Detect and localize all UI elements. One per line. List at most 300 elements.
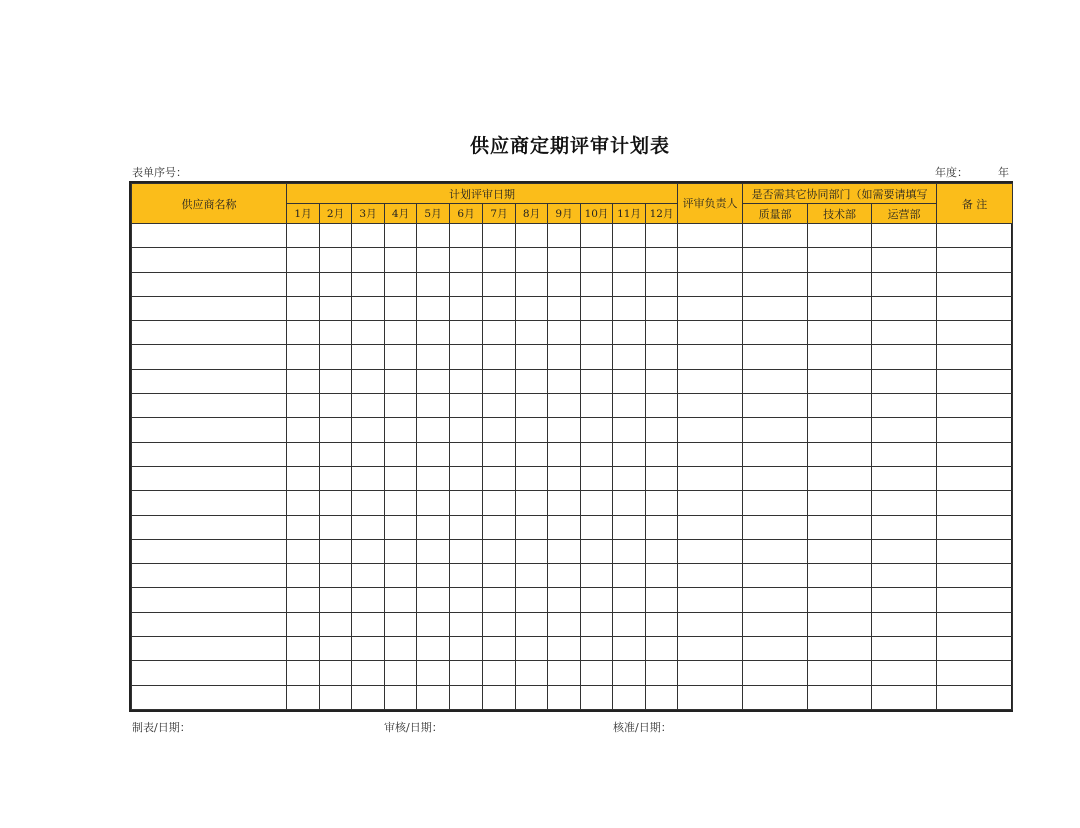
table-cell[interactable]	[352, 224, 385, 248]
table-cell[interactable]	[287, 321, 320, 345]
table-cell[interactable]	[743, 321, 808, 345]
table-cell[interactable]	[548, 272, 581, 296]
table-cell[interactable]	[678, 345, 743, 369]
table-cell[interactable]	[352, 515, 385, 539]
table-cell[interactable]	[937, 491, 1013, 515]
table-cell[interactable]	[937, 272, 1013, 296]
table-cell[interactable]	[646, 369, 678, 393]
table-cell[interactable]	[613, 321, 646, 345]
table-cell[interactable]	[132, 345, 287, 369]
table-cell[interactable]	[417, 466, 450, 490]
table-cell[interactable]	[483, 394, 516, 418]
table-cell[interactable]	[417, 442, 450, 466]
table-cell[interactable]	[516, 612, 548, 636]
table-cell[interactable]	[613, 564, 646, 588]
table-cell[interactable]	[937, 588, 1013, 612]
table-cell[interactable]	[872, 515, 937, 539]
table-cell[interactable]	[352, 491, 385, 515]
table-cell[interactable]	[417, 345, 450, 369]
table-cell[interactable]	[678, 564, 743, 588]
table-cell[interactable]	[483, 418, 516, 442]
table-cell[interactable]	[385, 588, 417, 612]
table-cell[interactable]	[287, 394, 320, 418]
table-cell[interactable]	[678, 394, 743, 418]
table-cell[interactable]	[678, 224, 743, 248]
table-cell[interactable]	[808, 564, 872, 588]
table-cell[interactable]	[872, 369, 937, 393]
table-cell[interactable]	[516, 515, 548, 539]
table-cell[interactable]	[937, 661, 1013, 685]
table-cell[interactable]	[808, 248, 872, 272]
table-cell[interactable]	[613, 588, 646, 612]
table-cell[interactable]	[646, 637, 678, 661]
table-cell[interactable]	[646, 491, 678, 515]
table-cell[interactable]	[743, 515, 808, 539]
table-cell[interactable]	[937, 345, 1013, 369]
table-cell[interactable]	[320, 612, 352, 636]
table-cell[interactable]	[132, 685, 287, 709]
table-cell[interactable]	[548, 296, 581, 320]
table-cell[interactable]	[417, 588, 450, 612]
table-cell[interactable]	[743, 539, 808, 563]
table-cell[interactable]	[613, 491, 646, 515]
table-cell[interactable]	[581, 491, 613, 515]
table-cell[interactable]	[516, 466, 548, 490]
table-cell[interactable]	[385, 539, 417, 563]
table-cell[interactable]	[743, 272, 808, 296]
table-cell[interactable]	[483, 248, 516, 272]
table-cell[interactable]	[352, 539, 385, 563]
table-cell[interactable]	[320, 248, 352, 272]
table-cell[interactable]	[646, 418, 678, 442]
table-cell[interactable]	[613, 515, 646, 539]
table-cell[interactable]	[872, 224, 937, 248]
table-cell[interactable]	[516, 491, 548, 515]
table-cell[interactable]	[417, 564, 450, 588]
table-cell[interactable]	[646, 661, 678, 685]
table-cell[interactable]	[743, 588, 808, 612]
table-cell[interactable]	[450, 248, 483, 272]
table-cell[interactable]	[581, 637, 613, 661]
table-cell[interactable]	[937, 564, 1013, 588]
table-cell[interactable]	[352, 272, 385, 296]
table-cell[interactable]	[548, 637, 581, 661]
table-cell[interactable]	[483, 442, 516, 466]
table-cell[interactable]	[937, 637, 1013, 661]
table-cell[interactable]	[132, 661, 287, 685]
table-cell[interactable]	[743, 345, 808, 369]
table-cell[interactable]	[808, 612, 872, 636]
table-cell[interactable]	[483, 612, 516, 636]
table-cell[interactable]	[450, 442, 483, 466]
table-cell[interactable]	[385, 612, 417, 636]
table-cell[interactable]	[937, 296, 1013, 320]
table-cell[interactable]	[548, 442, 581, 466]
table-cell[interactable]	[483, 321, 516, 345]
table-cell[interactable]	[385, 369, 417, 393]
table-cell[interactable]	[808, 491, 872, 515]
table-cell[interactable]	[937, 248, 1013, 272]
table-cell[interactable]	[417, 321, 450, 345]
table-cell[interactable]	[678, 418, 743, 442]
table-cell[interactable]	[385, 248, 417, 272]
table-cell[interactable]	[613, 345, 646, 369]
table-cell[interactable]	[385, 272, 417, 296]
table-cell[interactable]	[352, 394, 385, 418]
table-cell[interactable]	[613, 661, 646, 685]
table-cell[interactable]	[613, 296, 646, 320]
table-cell[interactable]	[450, 321, 483, 345]
table-cell[interactable]	[287, 637, 320, 661]
table-cell[interactable]	[352, 321, 385, 345]
table-cell[interactable]	[320, 296, 352, 320]
table-cell[interactable]	[581, 466, 613, 490]
table-cell[interactable]	[743, 224, 808, 248]
table-cell[interactable]	[646, 466, 678, 490]
table-cell[interactable]	[646, 442, 678, 466]
table-cell[interactable]	[613, 272, 646, 296]
table-cell[interactable]	[483, 466, 516, 490]
table-cell[interactable]	[646, 612, 678, 636]
table-cell[interactable]	[581, 394, 613, 418]
table-cell[interactable]	[132, 466, 287, 490]
table-cell[interactable]	[385, 394, 417, 418]
table-cell[interactable]	[808, 296, 872, 320]
table-cell[interactable]	[872, 466, 937, 490]
table-cell[interactable]	[678, 442, 743, 466]
table-cell[interactable]	[385, 224, 417, 248]
table-cell[interactable]	[646, 345, 678, 369]
table-cell[interactable]	[287, 369, 320, 393]
table-cell[interactable]	[320, 637, 352, 661]
table-cell[interactable]	[417, 637, 450, 661]
table-cell[interactable]	[678, 515, 743, 539]
table-cell[interactable]	[937, 466, 1013, 490]
table-cell[interactable]	[548, 418, 581, 442]
table-cell[interactable]	[450, 539, 483, 563]
table-cell[interactable]	[613, 224, 646, 248]
table-cell[interactable]	[287, 224, 320, 248]
table-cell[interactable]	[548, 685, 581, 709]
table-cell[interactable]	[516, 272, 548, 296]
table-cell[interactable]	[743, 394, 808, 418]
table-cell[interactable]	[352, 296, 385, 320]
table-cell[interactable]	[743, 491, 808, 515]
table-cell[interactable]	[581, 296, 613, 320]
table-cell[interactable]	[320, 539, 352, 563]
table-cell[interactable]	[743, 466, 808, 490]
table-cell[interactable]	[646, 564, 678, 588]
table-cell[interactable]	[678, 296, 743, 320]
table-cell[interactable]	[320, 224, 352, 248]
table-cell[interactable]	[808, 661, 872, 685]
table-cell[interactable]	[743, 612, 808, 636]
table-cell[interactable]	[872, 418, 937, 442]
table-cell[interactable]	[287, 588, 320, 612]
table-cell[interactable]	[287, 515, 320, 539]
table-cell[interactable]	[450, 685, 483, 709]
table-cell[interactable]	[287, 345, 320, 369]
table-cell[interactable]	[287, 661, 320, 685]
table-cell[interactable]	[516, 296, 548, 320]
table-cell[interactable]	[581, 442, 613, 466]
table-cell[interactable]	[872, 539, 937, 563]
table-cell[interactable]	[872, 394, 937, 418]
table-cell[interactable]	[808, 369, 872, 393]
table-cell[interactable]	[678, 612, 743, 636]
table-cell[interactable]	[450, 588, 483, 612]
table-cell[interactable]	[872, 442, 937, 466]
table-cell[interactable]	[320, 685, 352, 709]
table-cell[interactable]	[613, 394, 646, 418]
table-cell[interactable]	[808, 394, 872, 418]
table-cell[interactable]	[450, 296, 483, 320]
table-cell[interactable]	[320, 442, 352, 466]
table-cell[interactable]	[417, 224, 450, 248]
table-cell[interactable]	[743, 661, 808, 685]
table-cell[interactable]	[516, 345, 548, 369]
table-cell[interactable]	[352, 637, 385, 661]
table-cell[interactable]	[385, 321, 417, 345]
table-cell[interactable]	[808, 442, 872, 466]
table-cell[interactable]	[581, 224, 613, 248]
table-cell[interactable]	[613, 637, 646, 661]
table-cell[interactable]	[320, 564, 352, 588]
table-cell[interactable]	[352, 661, 385, 685]
table-cell[interactable]	[417, 661, 450, 685]
table-cell[interactable]	[548, 515, 581, 539]
table-cell[interactable]	[581, 685, 613, 709]
table-cell[interactable]	[678, 248, 743, 272]
table-cell[interactable]	[581, 345, 613, 369]
table-cell[interactable]	[581, 564, 613, 588]
table-cell[interactable]	[417, 296, 450, 320]
table-cell[interactable]	[646, 272, 678, 296]
table-cell[interactable]	[516, 321, 548, 345]
table-cell[interactable]	[548, 466, 581, 490]
table-cell[interactable]	[581, 248, 613, 272]
table-cell[interactable]	[937, 369, 1013, 393]
table-cell[interactable]	[872, 685, 937, 709]
table-cell[interactable]	[678, 369, 743, 393]
table-cell[interactable]	[483, 685, 516, 709]
table-cell[interactable]	[516, 224, 548, 248]
table-cell[interactable]	[417, 612, 450, 636]
table-cell[interactable]	[132, 369, 287, 393]
table-cell[interactable]	[581, 588, 613, 612]
table-cell[interactable]	[450, 637, 483, 661]
table-cell[interactable]	[516, 394, 548, 418]
table-cell[interactable]	[548, 369, 581, 393]
table-cell[interactable]	[352, 442, 385, 466]
table-cell[interactable]	[872, 612, 937, 636]
table-cell[interactable]	[937, 321, 1013, 345]
table-cell[interactable]	[132, 272, 287, 296]
table-cell[interactable]	[352, 564, 385, 588]
table-cell[interactable]	[646, 296, 678, 320]
table-cell[interactable]	[320, 515, 352, 539]
table-cell[interactable]	[743, 637, 808, 661]
table-cell[interactable]	[132, 491, 287, 515]
table-cell[interactable]	[352, 369, 385, 393]
table-cell[interactable]	[483, 661, 516, 685]
table-cell[interactable]	[483, 345, 516, 369]
table-cell[interactable]	[516, 369, 548, 393]
table-cell[interactable]	[320, 272, 352, 296]
table-cell[interactable]	[352, 466, 385, 490]
table-cell[interactable]	[581, 539, 613, 563]
table-cell[interactable]	[450, 272, 483, 296]
table-cell[interactable]	[483, 515, 516, 539]
table-cell[interactable]	[287, 491, 320, 515]
table-cell[interactable]	[808, 345, 872, 369]
table-cell[interactable]	[743, 685, 808, 709]
table-cell[interactable]	[320, 394, 352, 418]
table-cell[interactable]	[548, 539, 581, 563]
table-cell[interactable]	[872, 321, 937, 345]
table-cell[interactable]	[385, 515, 417, 539]
table-cell[interactable]	[385, 685, 417, 709]
table-cell[interactable]	[483, 296, 516, 320]
table-cell[interactable]	[678, 466, 743, 490]
table-cell[interactable]	[808, 466, 872, 490]
table-cell[interactable]	[450, 466, 483, 490]
table-cell[interactable]	[516, 442, 548, 466]
table-cell[interactable]	[132, 515, 287, 539]
table-cell[interactable]	[352, 418, 385, 442]
table-cell[interactable]	[937, 224, 1013, 248]
table-cell[interactable]	[581, 515, 613, 539]
table-cell[interactable]	[385, 418, 417, 442]
table-cell[interactable]	[417, 515, 450, 539]
table-cell[interactable]	[581, 321, 613, 345]
table-cell[interactable]	[872, 248, 937, 272]
table-cell[interactable]	[132, 612, 287, 636]
table-cell[interactable]	[613, 369, 646, 393]
table-cell[interactable]	[613, 248, 646, 272]
table-cell[interactable]	[646, 539, 678, 563]
table-cell[interactable]	[287, 296, 320, 320]
table-cell[interactable]	[548, 321, 581, 345]
table-cell[interactable]	[548, 588, 581, 612]
table-cell[interactable]	[450, 345, 483, 369]
table-cell[interactable]	[287, 272, 320, 296]
table-cell[interactable]	[450, 394, 483, 418]
table-cell[interactable]	[132, 564, 287, 588]
table-cell[interactable]	[385, 491, 417, 515]
table-cell[interactable]	[287, 418, 320, 442]
table-cell[interactable]	[872, 491, 937, 515]
table-cell[interactable]	[516, 588, 548, 612]
table-cell[interactable]	[385, 296, 417, 320]
table-cell[interactable]	[450, 515, 483, 539]
table-cell[interactable]	[320, 418, 352, 442]
table-cell[interactable]	[320, 345, 352, 369]
table-cell[interactable]	[352, 685, 385, 709]
table-cell[interactable]	[808, 588, 872, 612]
table-cell[interactable]	[132, 296, 287, 320]
table-cell[interactable]	[548, 394, 581, 418]
table-cell[interactable]	[417, 685, 450, 709]
table-cell[interactable]	[581, 661, 613, 685]
table-cell[interactable]	[450, 491, 483, 515]
table-cell[interactable]	[581, 612, 613, 636]
table-cell[interactable]	[385, 345, 417, 369]
table-cell[interactable]	[937, 442, 1013, 466]
table-cell[interactable]	[450, 418, 483, 442]
table-cell[interactable]	[417, 539, 450, 563]
table-cell[interactable]	[937, 418, 1013, 442]
table-cell[interactable]	[548, 248, 581, 272]
table-cell[interactable]	[385, 564, 417, 588]
table-cell[interactable]	[417, 272, 450, 296]
table-cell[interactable]	[516, 418, 548, 442]
table-cell[interactable]	[613, 612, 646, 636]
table-cell[interactable]	[678, 321, 743, 345]
table-cell[interactable]	[646, 588, 678, 612]
table-cell[interactable]	[320, 369, 352, 393]
table-cell[interactable]	[613, 466, 646, 490]
table-cell[interactable]	[132, 539, 287, 563]
table-cell[interactable]	[581, 369, 613, 393]
table-cell[interactable]	[352, 248, 385, 272]
table-cell[interactable]	[872, 296, 937, 320]
table-cell[interactable]	[132, 224, 287, 248]
table-cell[interactable]	[808, 637, 872, 661]
table-cell[interactable]	[548, 564, 581, 588]
table-cell[interactable]	[352, 612, 385, 636]
table-cell[interactable]	[743, 296, 808, 320]
table-cell[interactable]	[872, 637, 937, 661]
table-cell[interactable]	[385, 442, 417, 466]
table-cell[interactable]	[646, 515, 678, 539]
table-cell[interactable]	[937, 394, 1013, 418]
table-cell[interactable]	[287, 248, 320, 272]
table-cell[interactable]	[646, 224, 678, 248]
table-cell[interactable]	[483, 491, 516, 515]
table-cell[interactable]	[581, 418, 613, 442]
table-cell[interactable]	[808, 539, 872, 563]
table-cell[interactable]	[548, 612, 581, 636]
table-cell[interactable]	[516, 539, 548, 563]
table-cell[interactable]	[132, 442, 287, 466]
table-cell[interactable]	[937, 515, 1013, 539]
table-cell[interactable]	[743, 248, 808, 272]
table-cell[interactable]	[808, 418, 872, 442]
table-cell[interactable]	[678, 588, 743, 612]
table-cell[interactable]	[548, 345, 581, 369]
table-cell[interactable]	[937, 685, 1013, 709]
table-cell[interactable]	[937, 539, 1013, 563]
table-cell[interactable]	[646, 394, 678, 418]
table-cell[interactable]	[808, 321, 872, 345]
table-cell[interactable]	[287, 564, 320, 588]
table-cell[interactable]	[450, 369, 483, 393]
table-cell[interactable]	[385, 637, 417, 661]
table-cell[interactable]	[516, 564, 548, 588]
table-cell[interactable]	[385, 661, 417, 685]
table-cell[interactable]	[743, 442, 808, 466]
table-cell[interactable]	[417, 491, 450, 515]
table-cell[interactable]	[678, 685, 743, 709]
table-cell[interactable]	[287, 685, 320, 709]
table-cell[interactable]	[548, 224, 581, 248]
table-cell[interactable]	[483, 539, 516, 563]
table-cell[interactable]	[872, 661, 937, 685]
table-cell[interactable]	[613, 418, 646, 442]
table-cell[interactable]	[872, 345, 937, 369]
table-cell[interactable]	[548, 491, 581, 515]
